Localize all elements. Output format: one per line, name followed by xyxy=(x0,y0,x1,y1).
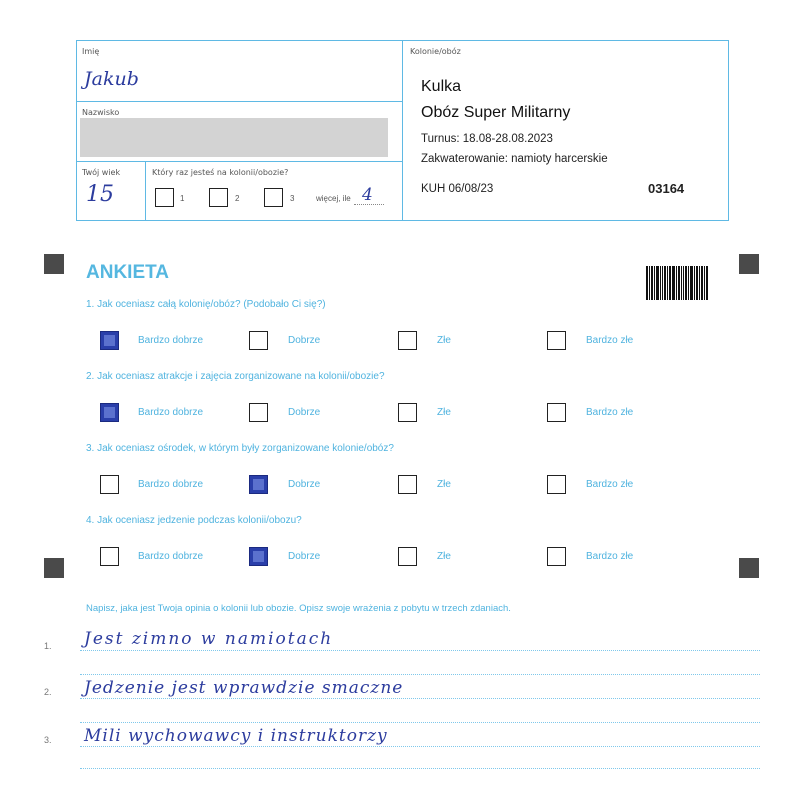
age-label: Twój wiek xyxy=(82,168,121,177)
q1-option-bardzo-zle-checkbox[interactable] xyxy=(547,331,566,350)
times-checkbox-1[interactable] xyxy=(155,188,174,207)
q4-option-label: Bardzo złe xyxy=(586,551,634,562)
divider xyxy=(402,40,403,221)
line-number: 2. xyxy=(44,687,52,697)
times-option-2: 2 xyxy=(235,194,240,203)
q2-option-label: Dobrze xyxy=(288,407,321,418)
q2-option-label: Bardzo dobrze xyxy=(138,407,204,418)
name-label: Imię xyxy=(82,47,100,56)
age-value: 15 xyxy=(86,182,114,207)
q3-option-label: Bardzo dobrze xyxy=(138,479,204,490)
q2-option-dobrze-checkbox[interactable] xyxy=(249,403,268,422)
registration-marker xyxy=(739,254,759,274)
q1-option-label: Bardzo złe xyxy=(586,335,634,346)
dotted-line xyxy=(80,768,760,769)
line-number: 1. xyxy=(44,641,52,651)
divider xyxy=(76,161,402,162)
times-option-1: 1 xyxy=(180,194,185,203)
dotted-line xyxy=(80,722,760,723)
camp-label: Kolonie/obóz xyxy=(410,47,461,56)
q2-option-label: Złe xyxy=(437,407,451,418)
registration-marker xyxy=(44,254,64,274)
name-value: Jakub xyxy=(84,68,139,90)
opinion-line-2[interactable]: Jedzenie jest wprawdzie smaczne xyxy=(84,678,404,698)
surname-label: Nazwisko xyxy=(82,108,120,117)
camp-title: Obóz Super Militarny xyxy=(421,104,571,121)
divider xyxy=(145,161,146,221)
q3-option-label: Złe xyxy=(437,479,451,490)
q4-option-bardzo-dobrze-checkbox[interactable] xyxy=(100,547,119,566)
question-3: 3. Jak oceniasz ośrodek, w którym były zorganizowane kolonie/obóz? xyxy=(86,443,394,454)
more-value: 4 xyxy=(362,185,373,205)
q2-option-bardzo-zle-checkbox[interactable] xyxy=(547,403,566,422)
question-2: 2. Jak oceniasz atrakcje i zajęcia zorganizowane na kolonii/obozie? xyxy=(86,371,385,382)
form-number: 03164 xyxy=(648,181,685,196)
times-option-3: 3 xyxy=(290,194,295,203)
opinion-line-3[interactable]: Mili wychowawcy i instruktorzy xyxy=(84,726,388,746)
q3-option-dobrze-checkbox[interactable] xyxy=(249,475,268,494)
barcode xyxy=(646,266,709,300)
question-4: 4. Jak oceniasz jedzenie podczas kolonii/obozu? xyxy=(86,515,302,526)
times-checkbox-2[interactable] xyxy=(209,188,228,207)
registration-marker xyxy=(44,558,64,578)
times-label: Który raz jesteś na kolonii/obozie? xyxy=(152,168,289,177)
q1-option-dobrze-checkbox[interactable] xyxy=(249,331,268,350)
q4-option-bardzo-zle-checkbox[interactable] xyxy=(547,547,566,566)
q1-option-bardzo-dobrze-checkbox[interactable] xyxy=(100,331,119,350)
q1-option-label: Dobrze xyxy=(288,335,321,346)
q4-option-label: Złe xyxy=(437,551,451,562)
q4-option-dobrze-checkbox[interactable] xyxy=(249,547,268,566)
q1-option-zle-checkbox[interactable] xyxy=(398,331,417,350)
q1-option-label: Bardzo dobrze xyxy=(138,335,204,346)
opinion-prompt: Napisz, jaka jest Twoja opinia o kolonii lub obozie. Opisz swoje wrażenia z pobytu w trzech zdaniach. xyxy=(86,603,511,614)
q3-option-zle-checkbox[interactable] xyxy=(398,475,417,494)
q4-option-label: Dobrze xyxy=(288,551,321,562)
registration-marker xyxy=(739,558,759,578)
divider xyxy=(76,101,402,102)
accommodation: Zakwaterowanie: namioty harcerskie xyxy=(421,153,608,165)
times-checkbox-3[interactable] xyxy=(264,188,283,207)
q1-option-label: Złe xyxy=(437,335,451,346)
q3-option-bardzo-zle-checkbox[interactable] xyxy=(547,475,566,494)
survey-title: ANKIETA xyxy=(86,262,170,283)
opinion-line-1[interactable]: Jest zimno w namiotach xyxy=(84,629,334,649)
q3-option-bardzo-dobrze-checkbox[interactable] xyxy=(100,475,119,494)
q4-option-label: Bardzo dobrze xyxy=(138,551,204,562)
line-number: 3. xyxy=(44,735,52,745)
dotted-line xyxy=(80,746,760,747)
camp-name: Kulka xyxy=(421,78,462,95)
more-label: więcej, ile xyxy=(316,194,351,203)
dotted-line xyxy=(80,698,760,699)
dotted-line xyxy=(80,650,760,651)
dotted-line xyxy=(80,674,760,675)
q2-option-label: Bardzo złe xyxy=(586,407,634,418)
q3-option-label: Dobrze xyxy=(288,479,321,490)
surname-redacted xyxy=(80,118,388,157)
q3-option-label: Bardzo złe xyxy=(586,479,634,490)
turnus: Turnus: 18.08-28.08.2023 xyxy=(421,133,553,145)
camp-code: KUH 06/08/23 xyxy=(421,183,494,195)
question-1: 1. Jak oceniasz całą kolonię/obóz? (Podobało Ci się?) xyxy=(86,299,326,310)
q2-option-bardzo-dobrze-checkbox[interactable] xyxy=(100,403,119,422)
q4-option-zle-checkbox[interactable] xyxy=(398,547,417,566)
q2-option-zle-checkbox[interactable] xyxy=(398,403,417,422)
